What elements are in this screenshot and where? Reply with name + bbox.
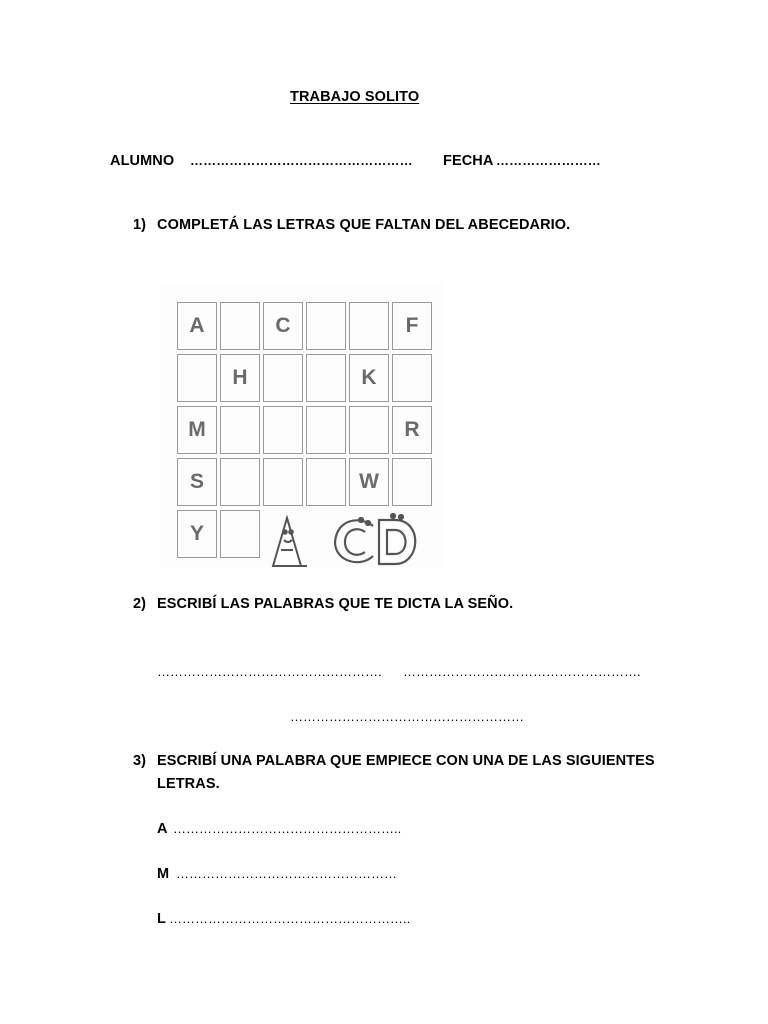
grid-cell	[220, 458, 260, 506]
q1-number: 1)	[133, 217, 147, 233]
q3-number: 3)	[133, 753, 147, 769]
q2-answer-line-1: …………………………………………….	[157, 664, 382, 679]
grid-cell	[263, 406, 303, 454]
alphabet-grid-image	[160, 282, 445, 567]
grid-cell	[306, 458, 346, 506]
q2-number: 2)	[133, 596, 147, 612]
grid-cell	[306, 406, 346, 454]
grid-cell: Y	[177, 510, 217, 558]
grid-cell	[349, 406, 389, 454]
grid-cell	[220, 510, 260, 558]
grid-cell: A	[177, 302, 217, 350]
q3-text-line-2: LETRAS.	[157, 776, 220, 792]
letter-c-character-icon	[335, 518, 373, 562]
q3-item-line-l: ………………………………………………..	[169, 911, 411, 926]
grid-cell: S	[177, 458, 217, 506]
q2-answer-line-3: ………………………………………………	[290, 709, 524, 724]
grid-cell: F	[392, 302, 432, 350]
q2-text: ESCRIBÍ LAS PALABRAS QUE TE DICTA LA SEÑO.	[157, 596, 514, 612]
grid-cell: H	[220, 354, 260, 402]
grid-cell: C	[263, 302, 303, 350]
q3-item-letter-a: A	[157, 821, 168, 837]
q3-item-line-a: ……………………………………………..	[173, 821, 402, 836]
page-title: TRABAJO SOLITO	[290, 89, 420, 105]
grid-cell	[220, 406, 260, 454]
alumno-label: ALUMNO	[110, 153, 175, 169]
grid-cell: W	[349, 458, 389, 506]
fecha-line: ……………………	[496, 153, 601, 168]
fecha-label: FECHA	[443, 153, 494, 169]
grid-cell	[392, 354, 432, 402]
grid-cell	[306, 354, 346, 402]
q3-text-line-1: ESCRIBÍ UNA PALABRA QUE EMPIECE CON UNA DE LAS SIGUIENTES	[157, 753, 655, 769]
q2-answer-line-2: ……………………………………………….	[403, 664, 641, 679]
grid-cell: K	[349, 354, 389, 402]
grid-cell	[263, 458, 303, 506]
abc-characters-illustration	[265, 510, 425, 570]
alumno-line: ……………………………………………	[190, 153, 413, 168]
q3-item-letter-m: M	[157, 866, 170, 882]
grid-cell	[177, 354, 217, 402]
grid-cell	[392, 458, 432, 506]
letter-a-character-icon	[273, 518, 307, 566]
grid-cell: M	[177, 406, 217, 454]
letter-d-character-icon	[379, 514, 415, 564]
grid-cell	[349, 302, 389, 350]
grid-cell	[306, 302, 346, 350]
q1-text: COMPLETÁ LAS LETRAS QUE FALTAN DEL ABECEDARIO.	[157, 217, 571, 233]
q3-item-letter-l: L	[157, 911, 166, 927]
grid-cell	[263, 354, 303, 402]
grid-cell	[220, 302, 260, 350]
grid-cell: R	[392, 406, 432, 454]
q3-item-line-m: ……………………………………………	[176, 866, 397, 881]
